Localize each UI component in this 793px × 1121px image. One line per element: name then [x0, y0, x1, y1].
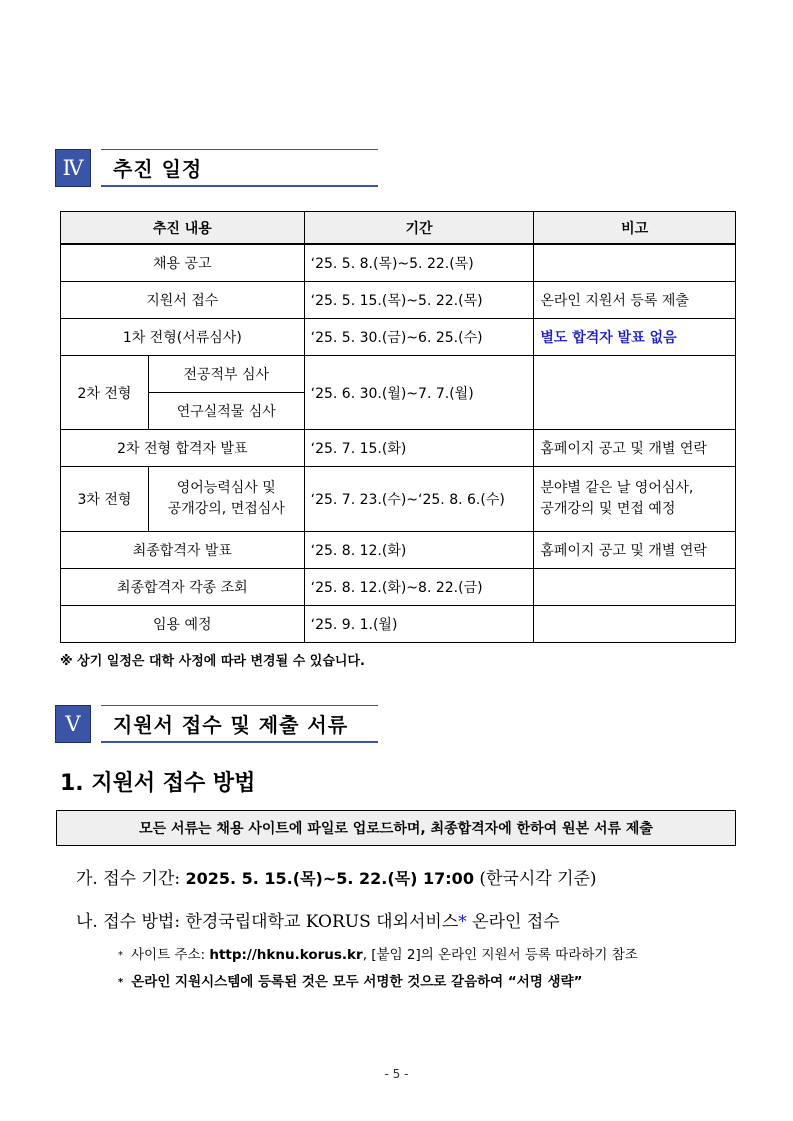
- item-na: [76, 907, 560, 932]
- schedule-note: 홈페이지 공고 및 개별 연락: [534, 430, 736, 467]
- sub-note: [118, 943, 638, 963]
- column-header: 비고: [534, 212, 736, 245]
- schedule-item: 최종합격자 발표: [61, 532, 305, 569]
- section-number: Ⅳ: [55, 149, 91, 187]
- schedule-note: 온라인 지원서 등록 제출: [534, 282, 736, 319]
- schedule-note: [534, 467, 736, 532]
- item-label: 가. 접수 기간:: [76, 869, 186, 889]
- item-suffix: 온라인 접수: [466, 912, 560, 932]
- page-number: - 5 -: [384, 1067, 409, 1081]
- schedule-note: [534, 244, 736, 282]
- item-suffix: (한국시각 기준): [473, 869, 597, 889]
- schedule-note: 홈페이지 공고 및 개별 연락: [534, 532, 736, 569]
- table-row: [61, 430, 736, 467]
- schedule-sub-item: 연구실적물 심사: [148, 393, 304, 430]
- schedule-group: 3차 전형: [61, 467, 149, 532]
- column-header: 기간: [304, 212, 534, 245]
- table-row: [61, 319, 736, 356]
- sub-item-line: 공개강의, 면접심사: [167, 501, 285, 517]
- table-header-row: [61, 212, 736, 245]
- table-row: [61, 244, 736, 282]
- schedule-sub-item: [148, 467, 304, 532]
- schedule-note: [534, 356, 736, 430]
- schedule-period: ‘25. 5. 15.(목)~5. 22.(목): [304, 282, 534, 319]
- bullet-marker: *: [118, 976, 124, 988]
- item-date: 2025. 5. 15.(목)~5. 22.(목) 17:00: [185, 869, 474, 888]
- schedule-period: ‘25. 8. 12.(화): [304, 532, 534, 569]
- schedule-period: ‘25. 6. 30.(월)~7. 7.(월): [304, 356, 534, 430]
- sub-item-line: 영어능력심사 및: [176, 480, 276, 496]
- section-title: 추진 일정: [101, 149, 378, 187]
- subsection-title: 1. 지원서 접수 방법: [60, 771, 256, 796]
- asterisk-marker: *: [458, 912, 467, 932]
- table-row: [61, 282, 736, 319]
- table-row: [61, 356, 736, 393]
- schedule-note: [534, 606, 736, 643]
- schedule-period: ‘25. 5. 8.(목)~5. 22.(목): [304, 244, 534, 282]
- bullet-marker: *: [118, 949, 123, 961]
- item-label: 나. 접수 방법: 한경국립대학교 KORUS 대외서비스: [76, 912, 459, 932]
- schedule-item: 채용 공고: [61, 244, 305, 282]
- schedule-footnote: ※ 상기 일정은 대학 사정에 따라 변경될 수 있습니다.: [60, 654, 365, 669]
- schedule-period: ‘25. 8. 12.(화)~8. 22.(금): [304, 569, 534, 606]
- schedule-note-highlight: 별도 합격자 발표 없음: [534, 319, 736, 356]
- section-number: Ⅴ: [55, 705, 91, 743]
- sub-note: [118, 970, 583, 990]
- site-url-link[interactable]: http://hknu.korus.kr: [209, 947, 363, 963]
- column-header: 추진 내용: [61, 212, 305, 245]
- sub-note-prefix: 사이트 주소:: [131, 947, 210, 963]
- section-title: 지원서 접수 및 제출 서류: [101, 705, 378, 743]
- schedule-item: 1차 전형(서류심사): [61, 319, 305, 356]
- sub-note-text: 온라인 지원시스템에 등록된 것은 모두 서명한 것으로 갈음하여 “서명 생략”: [131, 974, 583, 990]
- note-line: 공개강의 및 면접 예정: [540, 501, 676, 517]
- summary-box: 모든 서류는 채용 사이트에 파일로 업로드하며, 최종합격자에 한하여 원본 서류 제출: [56, 810, 736, 846]
- schedule-item: 지원서 접수: [61, 282, 305, 319]
- table-row: [61, 467, 736, 532]
- sub-note-suffix: , [붙임 2]의 온라인 지원서 등록 따라하기 참조: [362, 947, 638, 963]
- schedule-sub-item: 전공적부 심사: [148, 356, 304, 393]
- schedule-item: 최종합격자 각종 조회: [61, 569, 305, 606]
- note-line: 분야별 같은 날 영어심사,: [540, 480, 694, 496]
- schedule-period: ‘25. 7. 23.(수)~‘25. 8. 6.(수): [304, 467, 534, 532]
- item-ga: [76, 864, 597, 889]
- table-row: [61, 569, 736, 606]
- schedule-item: 임용 예정: [61, 606, 305, 643]
- schedule-period: ‘25. 5. 30.(금)~6. 25.(수): [304, 319, 534, 356]
- schedule-note: [534, 569, 736, 606]
- schedule-group: 2차 전형: [61, 356, 149, 430]
- schedule-period: ‘25. 9. 1.(월): [304, 606, 534, 643]
- table-row: [61, 606, 736, 643]
- table-row: [61, 532, 736, 569]
- schedule-table: [60, 211, 736, 643]
- schedule-period: ‘25. 7. 15.(화): [304, 430, 534, 467]
- schedule-item: 2차 전형 합격자 발표: [61, 430, 305, 467]
